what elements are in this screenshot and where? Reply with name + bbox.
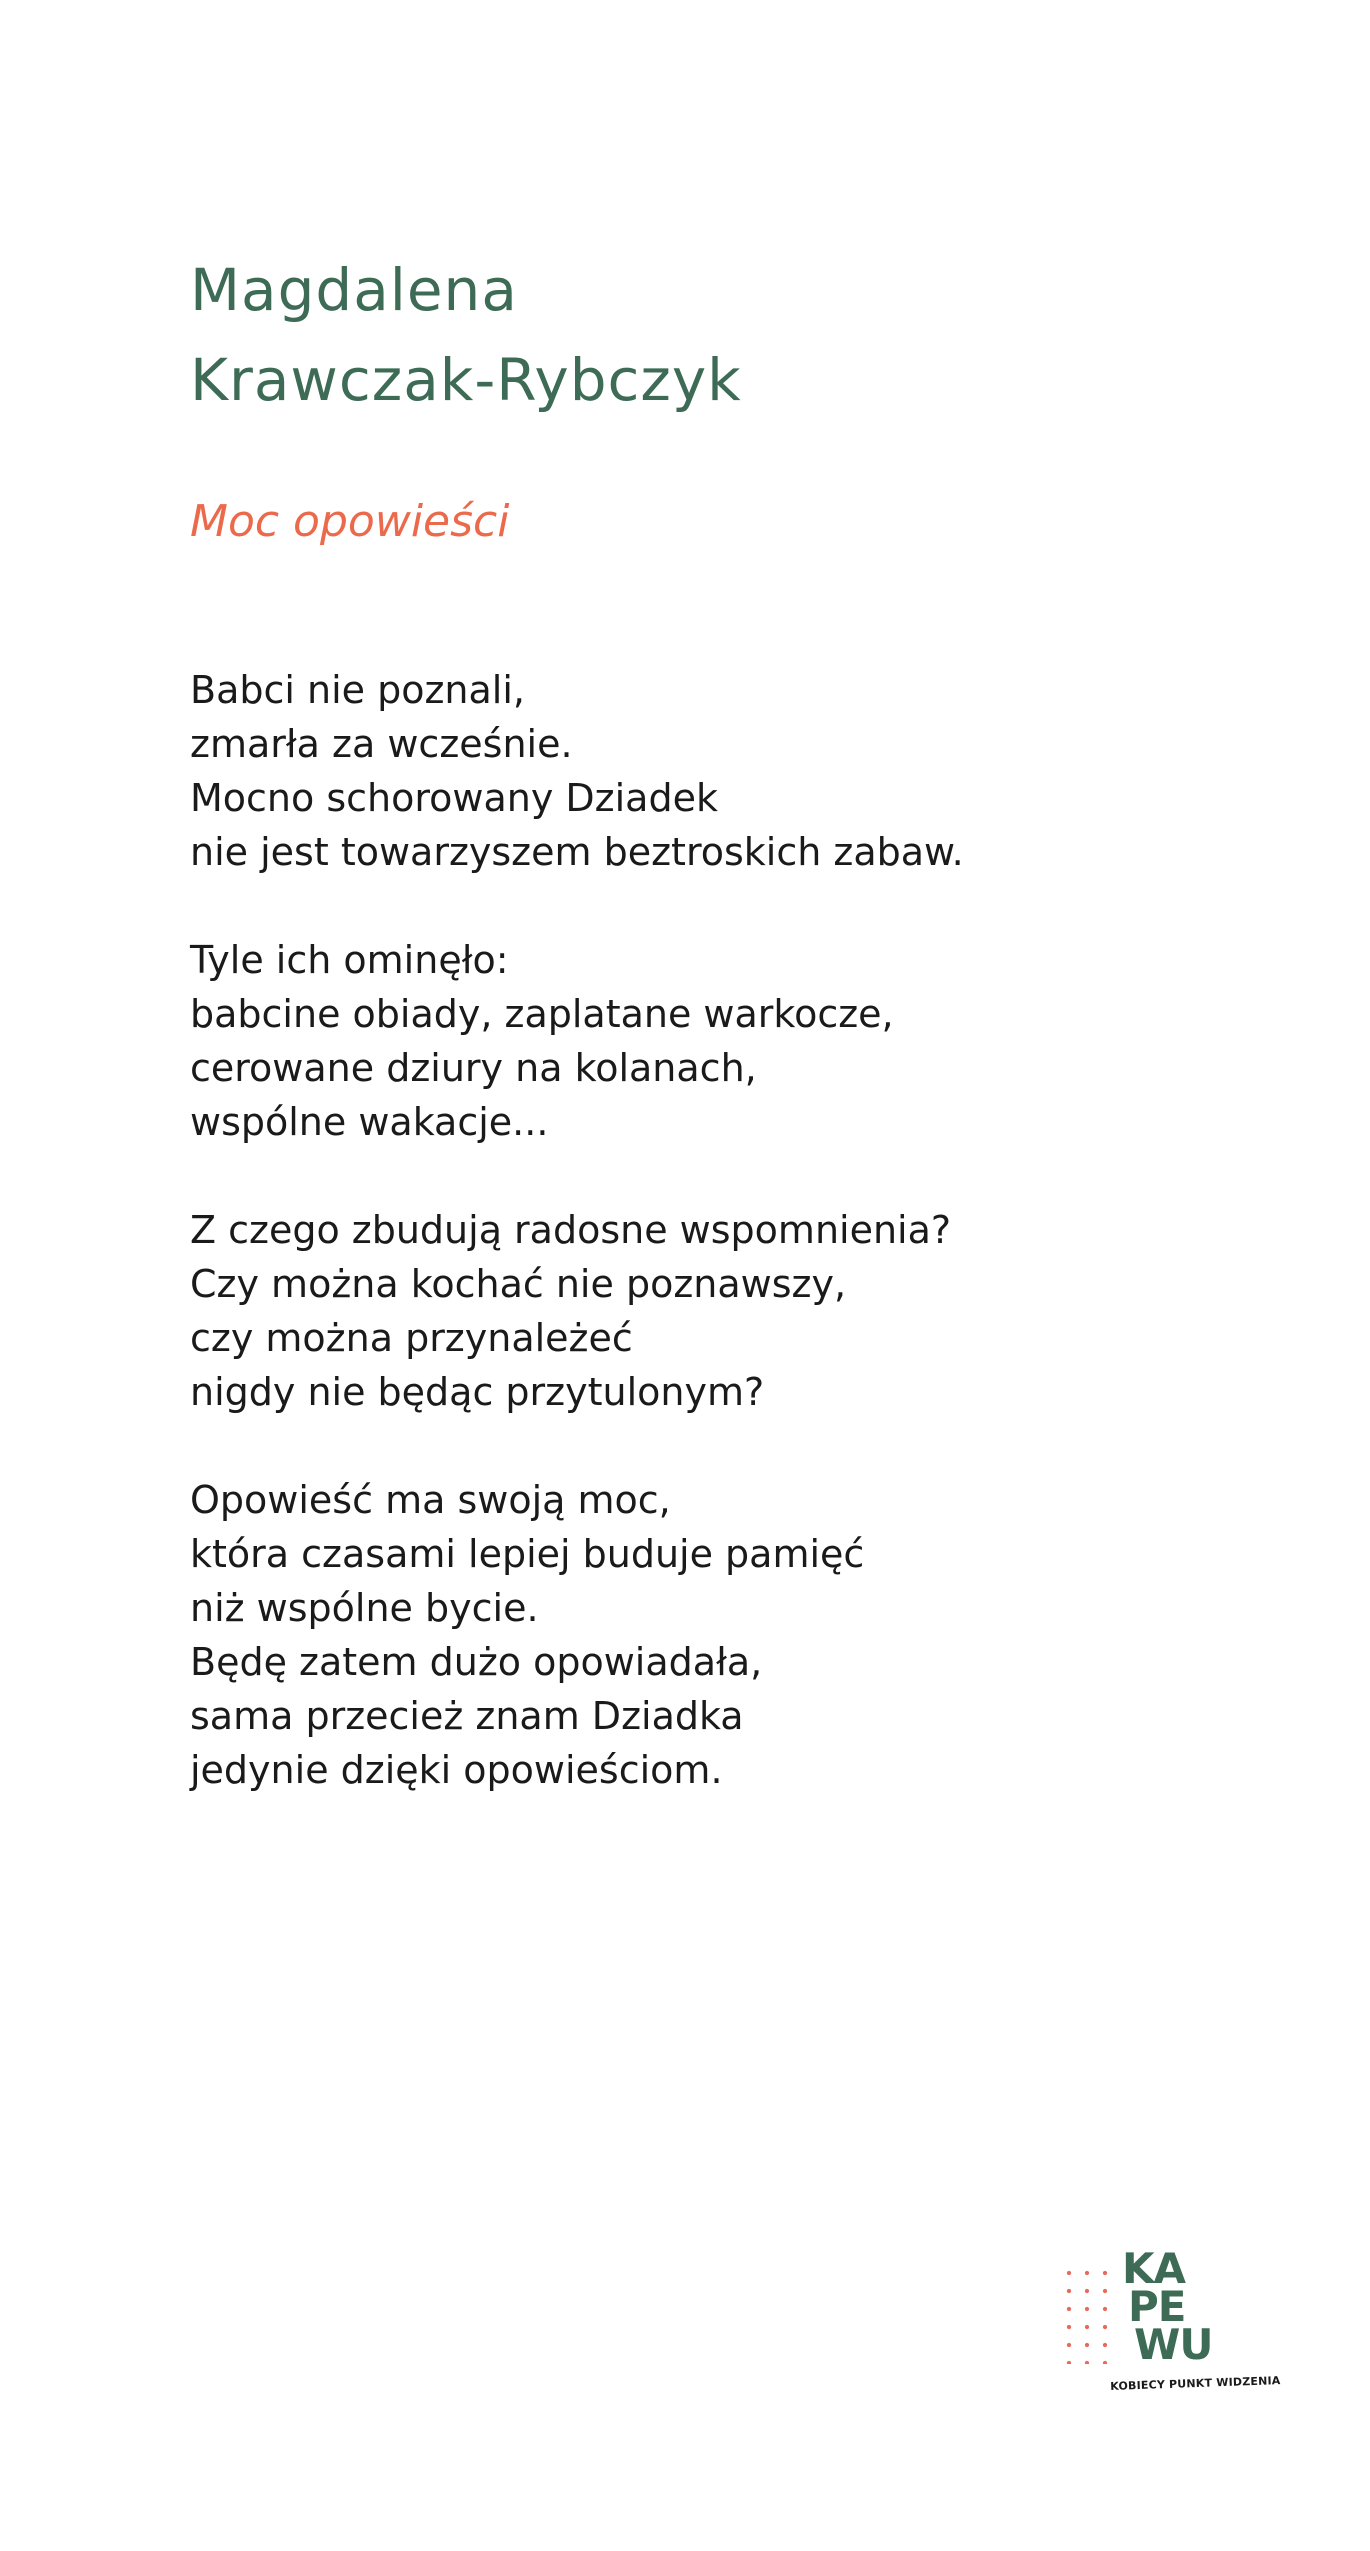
author-first-name: Magdalena: [190, 256, 518, 324]
stanza-1: [190, 663, 964, 879]
author-name: [190, 245, 742, 425]
poem-line: Z czego zbudują radosne wspomnienia?: [190, 1208, 952, 1252]
poem-line: wspólne wakacje...: [190, 1100, 549, 1144]
poem-line: nigdy nie będąc przytulonym?: [190, 1370, 765, 1414]
stanza-3: [190, 1203, 964, 1419]
poem-line: czy można przynależeć: [190, 1316, 633, 1360]
poem-line: Będę zatem dużo opowiadała,: [190, 1640, 763, 1684]
poem-line: cerowane dziury na kolanach,: [190, 1046, 757, 1090]
poem-line: Opowieść ma swoją moc,: [190, 1478, 671, 1522]
poem-body: [190, 663, 964, 1797]
poem-line: która czasami lepiej buduje pamięć: [190, 1532, 865, 1576]
poem-title: Moc opowieści: [190, 496, 510, 547]
logo-row: WU: [1134, 2320, 1213, 2369]
kapewu-logo: [1060, 2244, 1281, 2400]
stanza-2: [190, 933, 964, 1149]
poem-line: Czy można kochać nie poznawszy,: [190, 1262, 847, 1306]
poem-line: zmarła za wcześnie.: [190, 722, 573, 766]
poem-line: jedynie dzięki opowieściom.: [190, 1748, 723, 1792]
logo-row: KA: [1122, 2244, 1186, 2293]
author-last-name: Krawczak-Rybczyk: [190, 346, 742, 414]
logo-row: PE: [1128, 2282, 1186, 2331]
poem-line: Babci nie poznali,: [190, 668, 525, 712]
poem-line: babcine obiady, zaplatane warkocze,: [190, 992, 894, 1036]
poem-line: niż wspólne bycie.: [190, 1586, 539, 1630]
poem-line: nie jest towarzyszem beztroskich zabaw.: [190, 830, 964, 874]
poem-line: Mocno schorowany Dziadek: [190, 776, 718, 820]
poem-line: Tyle ich ominęło:: [190, 938, 509, 982]
poem-line: sama przecież znam Dziadka: [190, 1694, 744, 1738]
logo-tagline: KOBIECY PUNKT WIDZENIA: [1110, 2374, 1281, 2393]
stanza-4: [190, 1473, 964, 1797]
dot-grid-icon: [1060, 2264, 1120, 2364]
logo-wordmark: [1122, 2244, 1222, 2369]
